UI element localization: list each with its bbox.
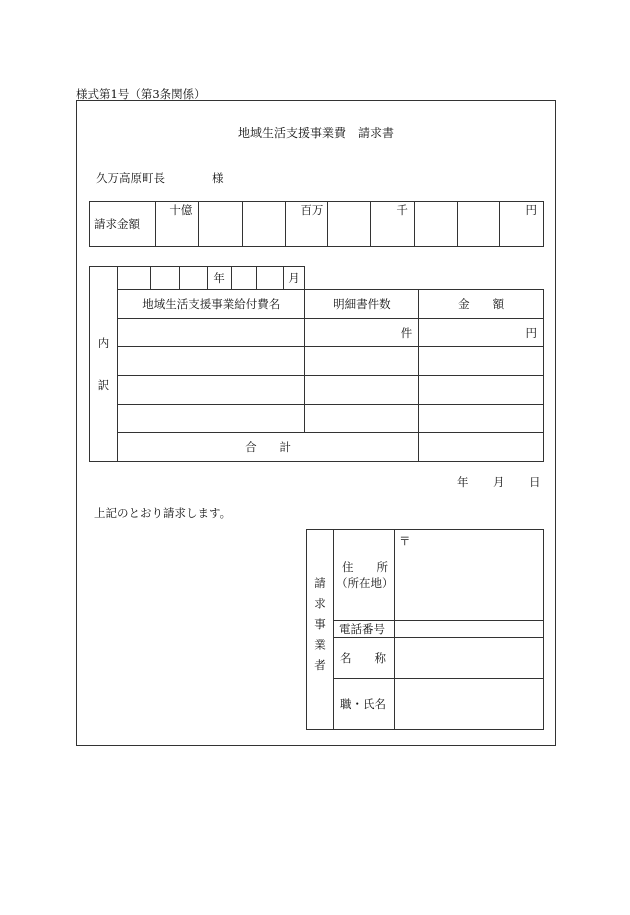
total-label: 合 計 — [117, 433, 418, 462]
unit-hyakuman: 百万 — [300, 203, 324, 217]
addressee-honorific: 様 — [212, 171, 224, 185]
rep-field[interactable] — [395, 679, 544, 730]
claimant-side-label — [307, 530, 334, 730]
address-label: 住 所 （所在地） — [334, 530, 395, 621]
phone-label: 電話番号 — [334, 621, 395, 638]
date-year: 年 — [457, 475, 469, 489]
amount-row-4[interactable] — [419, 405, 544, 433]
form-title: 地域生活支援事業費 請求書 — [237, 126, 394, 140]
breakdown-table — [89, 266, 544, 462]
header-count: 明細書件数 — [305, 290, 419, 319]
claimant-side-text: 請求事業者 — [313, 576, 327, 680]
amount-unit: 円 — [525, 326, 537, 340]
month-label: 月 — [283, 267, 305, 290]
claimant-table — [306, 529, 544, 730]
digit-10man[interactable] — [243, 202, 286, 247]
service-row-3[interactable] — [117, 376, 305, 405]
blank-top — [305, 267, 544, 290]
month-digit-1[interactable] — [231, 267, 256, 290]
header-service: 地域生活支援事業給付費名 — [117, 290, 305, 319]
amount-row-1[interactable] — [419, 319, 544, 347]
digit-100[interactable] — [414, 202, 457, 247]
count-row-4[interactable] — [305, 405, 419, 433]
unit-en: 円 — [525, 203, 537, 217]
date-month: 月 — [493, 475, 505, 489]
digit-10sen[interactable] — [328, 202, 371, 247]
date-day: 日 — [529, 475, 541, 489]
service-row-1[interactable] — [117, 319, 305, 347]
year-digit-2[interactable] — [150, 267, 179, 290]
address-field[interactable] — [395, 530, 544, 621]
digit-100man[interactable] — [285, 202, 328, 247]
unit-sen: 千 — [396, 203, 408, 217]
side-label-bottom: 訳 — [97, 378, 110, 392]
amount-table — [89, 201, 544, 247]
addressee-name: 久万高原町長 — [96, 171, 165, 185]
digit-1[interactable] — [500, 202, 544, 247]
count-row-1[interactable] — [305, 319, 419, 347]
count-row-2[interactable] — [305, 347, 419, 376]
breakdown-side-label — [90, 267, 118, 462]
header-amount: 金 額 — [419, 290, 544, 319]
phone-field[interactable] — [395, 621, 544, 638]
digit-10[interactable] — [457, 202, 500, 247]
amount-row-2[interactable] — [419, 347, 544, 376]
digit-oku[interactable] — [199, 202, 243, 247]
year-digit-3[interactable] — [179, 267, 207, 290]
unit-oku: 十億 — [169, 203, 193, 217]
year-digit-1[interactable] — [117, 267, 150, 290]
month-digit-2[interactable] — [256, 267, 283, 290]
year-label: 年 — [207, 267, 231, 290]
rep-label: 職・氏名 — [334, 679, 395, 730]
side-label-top: 内 — [97, 336, 110, 350]
digit-10oku[interactable] — [155, 202, 199, 247]
statement-text: 上記のとおり請求します。 — [94, 506, 232, 520]
count-unit: 件 — [400, 326, 413, 340]
service-row-4[interactable] — [117, 405, 305, 433]
amount-row-3[interactable] — [419, 376, 544, 405]
count-row-3[interactable] — [305, 376, 419, 405]
amount-label: 請求金額 — [90, 202, 156, 247]
name-field[interactable] — [395, 638, 544, 679]
postal-mark: 〒 — [399, 534, 411, 548]
total-amount[interactable] — [419, 433, 544, 462]
form-number: 様式第1号（第3条関係） — [76, 87, 206, 101]
name-label: 名 称 — [334, 638, 395, 679]
service-row-2[interactable] — [117, 347, 305, 376]
digit-sen-a[interactable] — [371, 202, 415, 247]
